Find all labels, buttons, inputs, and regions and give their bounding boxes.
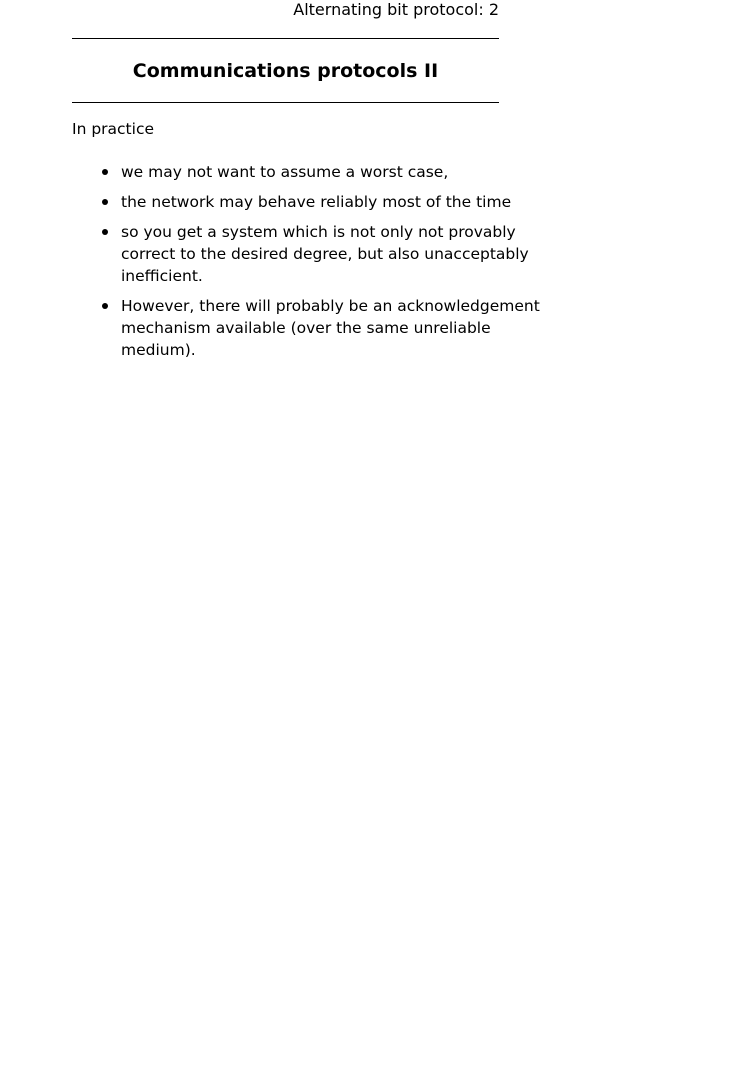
- bullet-item: [72, 161, 499, 183]
- bullet-list: [72, 161, 540, 369]
- bullet-text-line: medium).: [121, 341, 196, 359]
- intro-text: In practice: [72, 120, 154, 138]
- bullet-text-line: mechanism available (over the same unreliable: [121, 319, 491, 337]
- bullet-item: [72, 221, 529, 287]
- title-rule-bottom: [72, 102, 499, 103]
- bullet-dot-icon: [102, 199, 108, 205]
- bullet-item: [72, 191, 512, 213]
- bullet-dot-icon: [102, 303, 108, 309]
- bullet-text-line: the network may behave reliably most of the time: [121, 193, 512, 211]
- bullet-dot-icon: [102, 169, 108, 175]
- bullet-text-line: correct to the desired degree, but also unacceptably: [121, 245, 529, 263]
- slide-title: Communications protocols II: [132, 60, 439, 82]
- bullet-dot-icon: [102, 229, 108, 235]
- running-header: Alternating bit protocol: 2: [293, 0, 499, 19]
- title-rule-top: [72, 38, 499, 39]
- bullet-text-line: so you get a system which is not only not provably: [121, 223, 516, 241]
- bullet-text-line: inefficient.: [121, 267, 203, 285]
- bullet-text-line: However, there will probably be an acknowledgement: [121, 297, 540, 315]
- bullet-text-line: we may not want to assume a worst case,: [121, 163, 449, 181]
- bullet-item: [72, 295, 540, 361]
